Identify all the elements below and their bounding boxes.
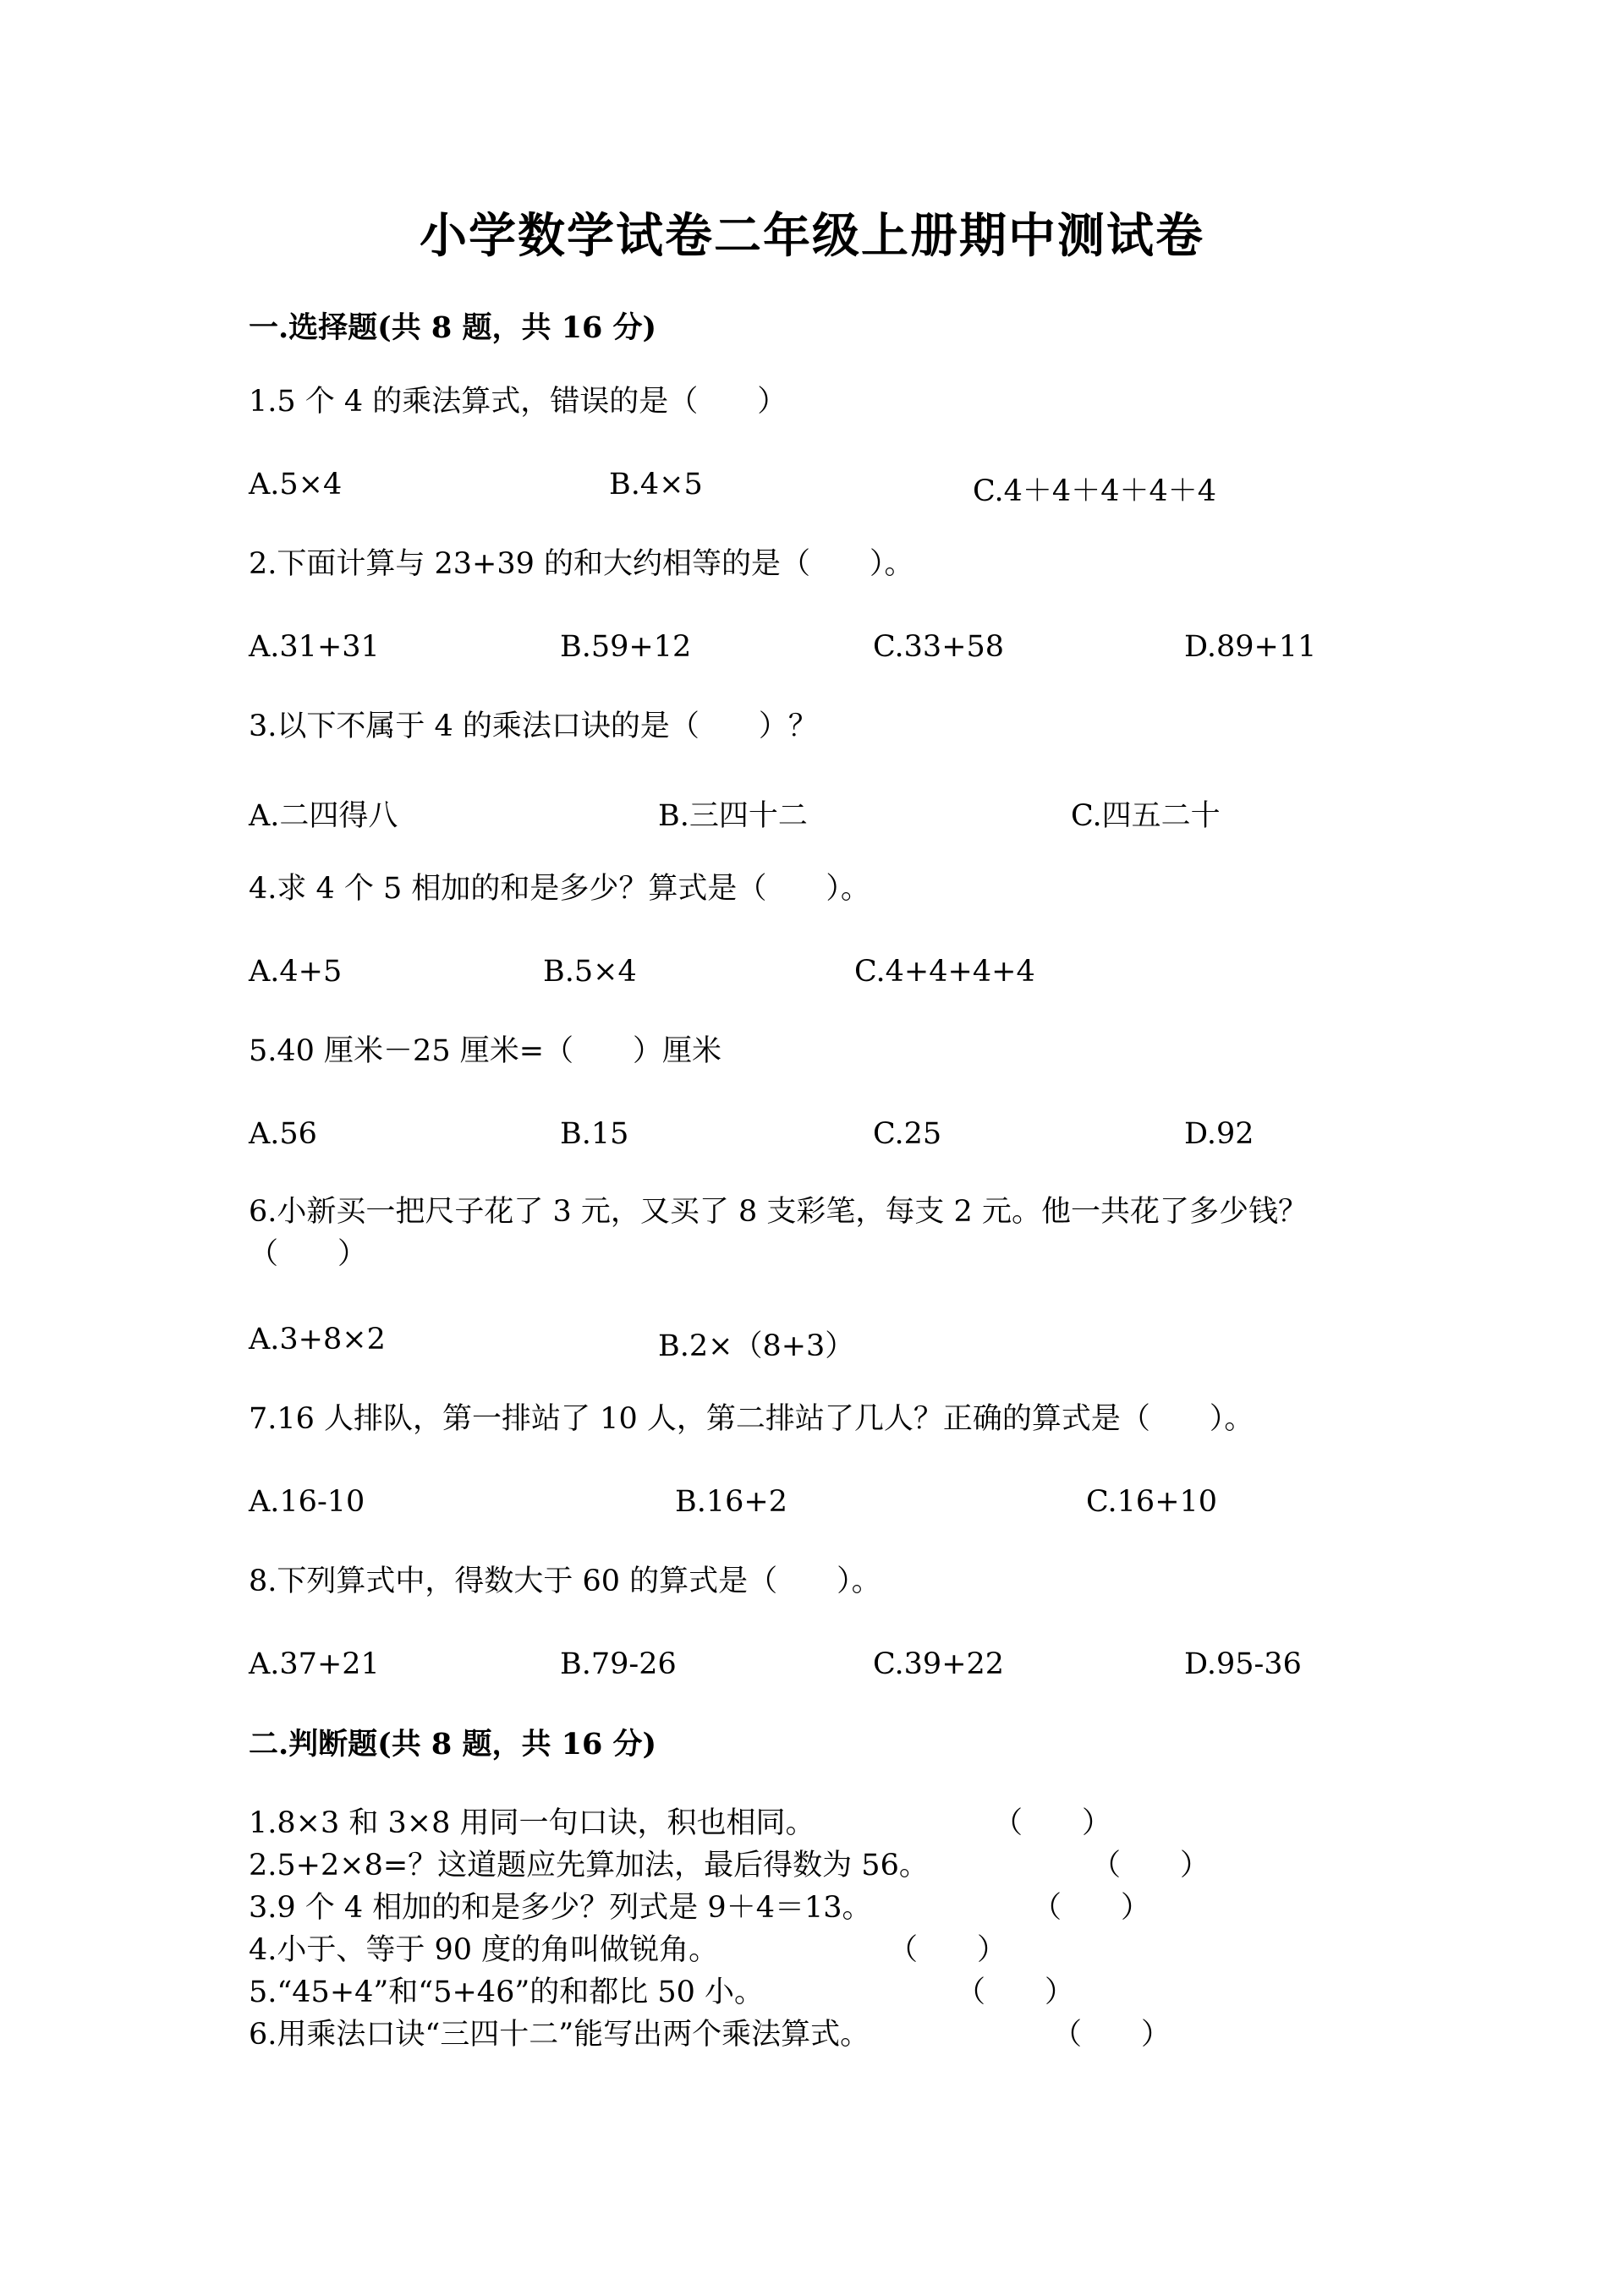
question-1: 1.5 个 4 的乘法算式，错误的是（ ） xyxy=(249,385,787,419)
answer-parentheses[interactable]: （ ） xyxy=(993,1806,1112,1840)
judge-text: 4.小于、等于 90 度的角叫做锐角。 xyxy=(249,1933,719,1967)
option-3-b: B.三四十二 xyxy=(658,799,808,833)
judge-item-3 xyxy=(249,1884,1517,1926)
judge-text: 2.5+2×8=？这道题应先算加法，最后得数为 56。 xyxy=(249,1849,929,1882)
judge-item-6 xyxy=(249,2011,1517,2053)
judge-item-1 xyxy=(249,1800,1517,1842)
judge-item-4 xyxy=(249,1926,1517,1969)
option-6-a: A.3+8×2 xyxy=(249,1323,386,1356)
option-8-d: D.95-36 xyxy=(1184,1647,1302,1681)
answer-parentheses[interactable]: （ ） xyxy=(1052,2018,1171,2052)
question-7: 7.16 人排队，第一排站了 10 人，第二排站了几人？正确的算式是（ ）。 xyxy=(249,1402,1254,1436)
option-7-b: B.16+2 xyxy=(675,1485,787,1519)
option-3-a: A.二四得八 xyxy=(249,799,398,833)
option-6-b: B.2×（8+3） xyxy=(658,1329,855,1363)
option-8-a: A.37+21 xyxy=(249,1647,380,1681)
option-4-b: B.5×4 xyxy=(543,955,637,989)
option-7-a: A.16-10 xyxy=(249,1485,365,1519)
answer-parentheses[interactable]: （ ） xyxy=(1032,1891,1151,1925)
option-7-c: C.16+10 xyxy=(1086,1485,1218,1519)
section-title-judge: 二.判断题(共 8 题，共 16 分) xyxy=(249,1727,657,1762)
page-title: 小学数学试卷二年级上册期中测试卷 xyxy=(420,208,1204,264)
section-title-choice: 一.选择题(共 8 题，共 16 分) xyxy=(249,310,657,345)
option-2-a: A.31+31 xyxy=(249,630,380,664)
judge-item-2 xyxy=(249,1842,1517,1884)
question-5: 5.40 厘米－25 厘米=（ ）厘米 xyxy=(249,1034,722,1068)
option-5-d: D.92 xyxy=(1184,1117,1254,1151)
option-3-c: C.四五二十 xyxy=(1071,799,1221,833)
question-4: 4.求 4 个 5 相加的和是多少？算式是（ ）。 xyxy=(249,872,870,906)
option-4-c: C.4+4+4+4 xyxy=(854,955,1035,989)
answer-parentheses[interactable]: （ ） xyxy=(888,1933,1007,1967)
answer-parentheses[interactable]: （ ） xyxy=(956,1975,1075,2009)
answer-parentheses[interactable]: （ ） xyxy=(1091,1849,1210,1882)
option-1-b: B.4×5 xyxy=(609,468,703,501)
option-8-c: C.39+22 xyxy=(873,1647,1005,1681)
option-1-a: A.5×4 xyxy=(249,468,343,501)
judge-text: 3.9 个 4 相加的和是多少？列式是 9＋4＝13。 xyxy=(249,1891,872,1925)
question-6: 6.小新买一把尺子花了 3 元，又买了 8 支彩笔，每支 2 元。他一共花了多少钱？（ ） xyxy=(249,1195,1308,1271)
question-8: 8.下列算式中，得数大于 60 的算式是（ ）。 xyxy=(249,1564,881,1598)
question-2: 2.下面计算与 23+39 的和大约相等的是（ ）。 xyxy=(249,547,914,581)
option-2-d: D.89+11 xyxy=(1184,630,1317,664)
option-4-a: A.4+5 xyxy=(249,955,343,989)
judge-text: 6.用乘法口诀“三四十二”能写出两个乘法算式。 xyxy=(249,2018,870,2052)
option-1-c: C.4＋4＋4＋4＋4 xyxy=(973,474,1216,508)
option-5-b: B.15 xyxy=(560,1117,629,1151)
option-5-a: A.56 xyxy=(249,1117,317,1151)
judge-text: 5.“45+4”和“5+46”的和都比 50 小。 xyxy=(249,1975,765,2009)
option-8-b: B.79-26 xyxy=(560,1647,677,1681)
option-2-b: B.59+12 xyxy=(560,630,692,664)
option-2-c: C.33+58 xyxy=(873,630,1005,664)
judge-text: 1.8×3 和 3×8 用同一句口诀，积也相同。 xyxy=(249,1806,815,1840)
judge-item-5 xyxy=(249,1969,1517,2011)
question-3: 3.以下不属于 4 的乘法口诀的是（ ）？ xyxy=(249,710,818,743)
option-5-c: C.25 xyxy=(873,1117,942,1151)
